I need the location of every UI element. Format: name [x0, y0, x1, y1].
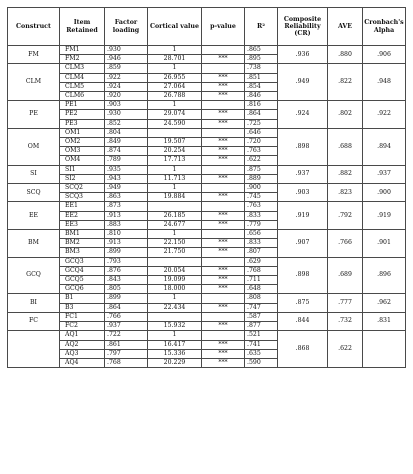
critical-value-cell: 22.150 [148, 239, 202, 248]
p-value-cell: *** [202, 349, 245, 358]
p-value-cell: *** [202, 193, 245, 202]
r-squared-cell: .747 [245, 303, 278, 312]
r-squared-cell: .900 [245, 184, 278, 193]
critical-value-cell: 16.417 [148, 340, 202, 349]
critical-value-cell: 1 [148, 101, 202, 110]
loading-cell: .722 [105, 331, 148, 340]
p-value-cell: *** [202, 239, 245, 248]
header-construct: Construct [8, 8, 60, 46]
loading-cell: .810 [105, 230, 148, 239]
alpha-cell: .831 [363, 312, 406, 330]
loading-cell: .874 [105, 147, 148, 156]
alpha-cell: .922 [363, 101, 406, 129]
p-value-cell [202, 128, 245, 137]
loading-cell: .852 [105, 119, 148, 128]
cr-cell: .937 [278, 165, 328, 183]
p-value-cell: *** [202, 220, 245, 229]
alpha-cell: .900 [363, 184, 406, 202]
p-value-cell [202, 64, 245, 73]
alpha-cell: .896 [363, 257, 406, 294]
p-value-cell: *** [202, 82, 245, 91]
loading-cell: .849 [105, 138, 148, 147]
item-cell: SCQ2 [60, 184, 105, 193]
critical-value-cell: 26.185 [148, 211, 202, 220]
r-squared-cell: .711 [245, 276, 278, 285]
alpha-cell: .901 [363, 230, 406, 258]
p-value-cell [202, 46, 245, 55]
cr-cell: .907 [278, 230, 328, 258]
item-cell: FM2 [60, 55, 105, 64]
construct-cell: FC [8, 312, 60, 330]
item-cell: FM1 [60, 46, 105, 55]
r-squared-cell: .738 [245, 64, 278, 73]
item-cell: OM4 [60, 156, 105, 165]
table-row [8, 202, 406, 211]
ave-cell: .766 [328, 230, 363, 258]
critical-value-cell: 20.254 [148, 147, 202, 156]
loading-cell: .935 [105, 165, 148, 174]
item-cell: PE3 [60, 119, 105, 128]
critical-value-cell: 29.074 [148, 110, 202, 119]
critical-value-cell: 21.750 [148, 248, 202, 257]
ave-cell: .688 [328, 128, 363, 165]
critical-value-cell [148, 128, 202, 137]
loading-cell: .876 [105, 266, 148, 275]
header-ave: AVE [328, 8, 363, 46]
item-cell: AQ1 [60, 331, 105, 340]
loading-cell: .899 [105, 248, 148, 257]
critical-value-cell: 20.054 [148, 266, 202, 275]
r-squared-cell: .763 [245, 147, 278, 156]
ave-cell: .777 [328, 294, 363, 312]
critical-value-cell: 15.336 [148, 349, 202, 358]
critical-value-cell [148, 312, 202, 321]
p-value-cell: *** [202, 119, 245, 128]
p-value-cell: *** [202, 266, 245, 275]
critical-value-cell: 28.701 [148, 55, 202, 64]
item-cell: AQ3 [60, 349, 105, 358]
table-row [8, 331, 406, 340]
table-row [8, 257, 406, 266]
critical-value-cell [148, 257, 202, 266]
header-row [8, 8, 406, 46]
p-value-cell [202, 331, 245, 340]
cr-cell: .898 [278, 128, 328, 165]
table-row [8, 165, 406, 174]
r-squared-cell: .521 [245, 331, 278, 340]
ave-cell: .622 [328, 331, 363, 368]
loading-cell: .793 [105, 257, 148, 266]
p-value-cell: *** [202, 211, 245, 220]
r-squared-cell: .725 [245, 119, 278, 128]
item-cell: AQ2 [60, 340, 105, 349]
p-value-cell [202, 101, 245, 110]
p-value-cell: *** [202, 248, 245, 257]
p-value-cell: *** [202, 110, 245, 119]
item-cell: CLM6 [60, 92, 105, 101]
r-squared-cell: .807 [245, 248, 278, 257]
loading-cell: .946 [105, 55, 148, 64]
loading-cell: .922 [105, 73, 148, 82]
critical-value-cell: 19.099 [148, 276, 202, 285]
p-value-cell: *** [202, 138, 245, 147]
item-cell: BM1 [60, 230, 105, 239]
loading-cell: .859 [105, 64, 148, 73]
construct-cell: FM [8, 46, 60, 64]
loading-cell: .943 [105, 174, 148, 183]
header-cortical-value: Cortical value [148, 8, 202, 46]
header-p-value: p-value [202, 8, 245, 46]
item-cell: CLM3 [60, 64, 105, 73]
item-cell: CLM5 [60, 82, 105, 91]
r-squared-cell: .763 [245, 202, 278, 211]
r-squared-cell: .629 [245, 257, 278, 266]
construct-cell: PE [8, 101, 60, 129]
p-value-cell: *** [202, 156, 245, 165]
r-squared-cell: .895 [245, 55, 278, 64]
construct-cell: BM [8, 230, 60, 258]
table-row [8, 101, 406, 110]
cr-cell: .868 [278, 331, 328, 368]
p-value-cell: *** [202, 276, 245, 285]
r-squared-cell: .808 [245, 294, 278, 303]
ave-cell: .689 [328, 257, 363, 294]
p-value-cell: *** [202, 358, 245, 367]
r-squared-cell: .875 [245, 165, 278, 174]
p-value-cell: *** [202, 55, 245, 64]
item-cell: FC1 [60, 312, 105, 321]
table-row [8, 230, 406, 239]
critical-value-cell: 11.713 [148, 174, 202, 183]
critical-value-cell: 24.677 [148, 220, 202, 229]
loading-cell: .913 [105, 239, 148, 248]
loading-cell: .899 [105, 294, 148, 303]
r-squared-cell: .635 [245, 349, 278, 358]
p-value-cell [202, 312, 245, 321]
loading-cell: .864 [105, 303, 148, 312]
item-cell: B1 [60, 294, 105, 303]
critical-value-cell: 17.713 [148, 156, 202, 165]
header-factor-loading: Factor loading [105, 8, 148, 46]
cr-cell: .924 [278, 101, 328, 129]
p-value-cell [202, 184, 245, 193]
item-cell: OM3 [60, 147, 105, 156]
r-squared-cell: .846 [245, 92, 278, 101]
critical-value-cell: 26.788 [148, 92, 202, 101]
r-squared-cell: .587 [245, 312, 278, 321]
loading-cell: .805 [105, 285, 148, 294]
loading-cell: .768 [105, 358, 148, 367]
p-value-cell: *** [202, 340, 245, 349]
p-value-cell: *** [202, 92, 245, 101]
p-value-cell: *** [202, 285, 245, 294]
item-cell: EE1 [60, 202, 105, 211]
table-row [8, 184, 406, 193]
header-composite-reliability: Composite Reliability (CR) [278, 8, 328, 46]
loading-cell: .924 [105, 82, 148, 91]
critical-value-cell: 19.507 [148, 138, 202, 147]
cr-cell: .949 [278, 64, 328, 101]
p-value-cell: *** [202, 322, 245, 331]
p-value-cell: *** [202, 174, 245, 183]
item-cell: BM3 [60, 248, 105, 257]
r-squared-cell: .851 [245, 73, 278, 82]
loading-cell: .797 [105, 349, 148, 358]
item-cell: GCQ6 [60, 285, 105, 294]
p-value-cell [202, 230, 245, 239]
ave-cell: .732 [328, 312, 363, 330]
item-cell: EE3 [60, 220, 105, 229]
loading-cell: .843 [105, 276, 148, 285]
construct-cell: OM [8, 128, 60, 165]
critical-value-cell: 1 [148, 331, 202, 340]
critical-value-cell: 26.955 [148, 73, 202, 82]
item-cell: PE1 [60, 101, 105, 110]
item-cell: SI1 [60, 165, 105, 174]
loading-cell: .873 [105, 202, 148, 211]
r-squared-cell: .656 [245, 230, 278, 239]
p-value-cell [202, 257, 245, 266]
r-squared-cell: .833 [245, 239, 278, 248]
p-value-cell: *** [202, 73, 245, 82]
construct-cell: SCQ [8, 184, 60, 202]
item-cell: SI2 [60, 174, 105, 183]
ave-cell: .802 [328, 101, 363, 129]
critical-value-cell [148, 202, 202, 211]
alpha-cell: .894 [363, 128, 406, 165]
critical-value-cell: 1 [148, 294, 202, 303]
critical-value-cell: 1 [148, 46, 202, 55]
critical-value-cell: 18.000 [148, 285, 202, 294]
critical-value-cell: 19.884 [148, 193, 202, 202]
alpha-cell: .937 [363, 165, 406, 183]
cr-cell: .844 [278, 312, 328, 330]
construct-cell: GCQ [8, 257, 60, 294]
cr-cell: .898 [278, 257, 328, 294]
item-cell: FC2 [60, 322, 105, 331]
cr-cell: .919 [278, 202, 328, 230]
cr-cell: .903 [278, 184, 328, 202]
r-squared-cell: .854 [245, 82, 278, 91]
alpha-cell: .919 [363, 202, 406, 230]
table-row [8, 294, 406, 303]
table-row [8, 64, 406, 73]
loading-cell: .789 [105, 156, 148, 165]
item-cell: CLM4 [60, 73, 105, 82]
r-squared-cell: .741 [245, 340, 278, 349]
critical-value-cell: 22.434 [148, 303, 202, 312]
header-cronbach-alpha: Cronbach's Alpha [363, 8, 406, 46]
loading-cell: .930 [105, 46, 148, 55]
item-cell: SCQ3 [60, 193, 105, 202]
loading-cell: .913 [105, 211, 148, 220]
item-cell: GCQ3 [60, 257, 105, 266]
ave-cell: .880 [328, 46, 363, 64]
loading-cell: .937 [105, 322, 148, 331]
r-squared-cell: .622 [245, 156, 278, 165]
alpha-cell [363, 331, 406, 368]
loading-cell: .883 [105, 220, 148, 229]
r-squared-cell: .745 [245, 193, 278, 202]
measurement-model-table [7, 7, 406, 368]
item-cell: B3 [60, 303, 105, 312]
cr-cell: .936 [278, 46, 328, 64]
item-cell: OM1 [60, 128, 105, 137]
p-value-cell [202, 202, 245, 211]
r-squared-cell: .720 [245, 138, 278, 147]
construct-cell: BI [8, 294, 60, 312]
critical-value-cell: 27.064 [148, 82, 202, 91]
loading-cell: .863 [105, 193, 148, 202]
critical-value-cell: 1 [148, 184, 202, 193]
ave-cell: .823 [328, 184, 363, 202]
loading-cell: .861 [105, 340, 148, 349]
construct-cell: CLM [8, 64, 60, 101]
table-row [8, 312, 406, 321]
item-cell: GCQ5 [60, 276, 105, 285]
ave-cell: .792 [328, 202, 363, 230]
item-cell: PE2 [60, 110, 105, 119]
ave-cell: .882 [328, 165, 363, 183]
r-squared-cell: .816 [245, 101, 278, 110]
item-cell: EE2 [60, 211, 105, 220]
critical-value-cell: 20.229 [148, 358, 202, 367]
loading-cell: .804 [105, 128, 148, 137]
loading-cell: .920 [105, 92, 148, 101]
alpha-cell: .906 [363, 46, 406, 64]
r-squared-cell: .864 [245, 110, 278, 119]
p-value-cell: *** [202, 147, 245, 156]
r-squared-cell: .768 [245, 266, 278, 275]
r-squared-cell: .877 [245, 322, 278, 331]
loading-cell: .766 [105, 312, 148, 321]
critical-value-cell: 1 [148, 230, 202, 239]
construct-cell: SI [8, 165, 60, 183]
table-row [8, 128, 406, 137]
table-body [8, 46, 406, 368]
header-item-retained: Item Retained [60, 8, 105, 46]
item-cell: OM2 [60, 138, 105, 147]
construct-cell [8, 331, 60, 368]
item-cell: BM2 [60, 239, 105, 248]
construct-cell: EE [8, 202, 60, 230]
r-squared-cell: .889 [245, 174, 278, 183]
r-squared-cell: .648 [245, 285, 278, 294]
table-row [8, 46, 406, 55]
loading-cell: .930 [105, 110, 148, 119]
r-squared-cell: .865 [245, 46, 278, 55]
p-value-cell: *** [202, 303, 245, 312]
r-squared-cell: .590 [245, 358, 278, 367]
alpha-cell: .948 [363, 64, 406, 101]
loading-cell: .949 [105, 184, 148, 193]
r-squared-cell: .833 [245, 211, 278, 220]
item-cell: AQ4 [60, 358, 105, 367]
critical-value-cell: 15.932 [148, 322, 202, 331]
loading-cell: .903 [105, 101, 148, 110]
r-squared-cell: .779 [245, 220, 278, 229]
critical-value-cell: 1 [148, 64, 202, 73]
critical-value-cell: 24.590 [148, 119, 202, 128]
item-cell: GCQ4 [60, 266, 105, 275]
p-value-cell [202, 294, 245, 303]
r-squared-cell: .646 [245, 128, 278, 137]
ave-cell: .822 [328, 64, 363, 101]
table-container [7, 7, 405, 368]
p-value-cell [202, 165, 245, 174]
alpha-cell: .962 [363, 294, 406, 312]
header-r-squared: R² [245, 8, 278, 46]
critical-value-cell: 1 [148, 165, 202, 174]
cr-cell: .875 [278, 294, 328, 312]
